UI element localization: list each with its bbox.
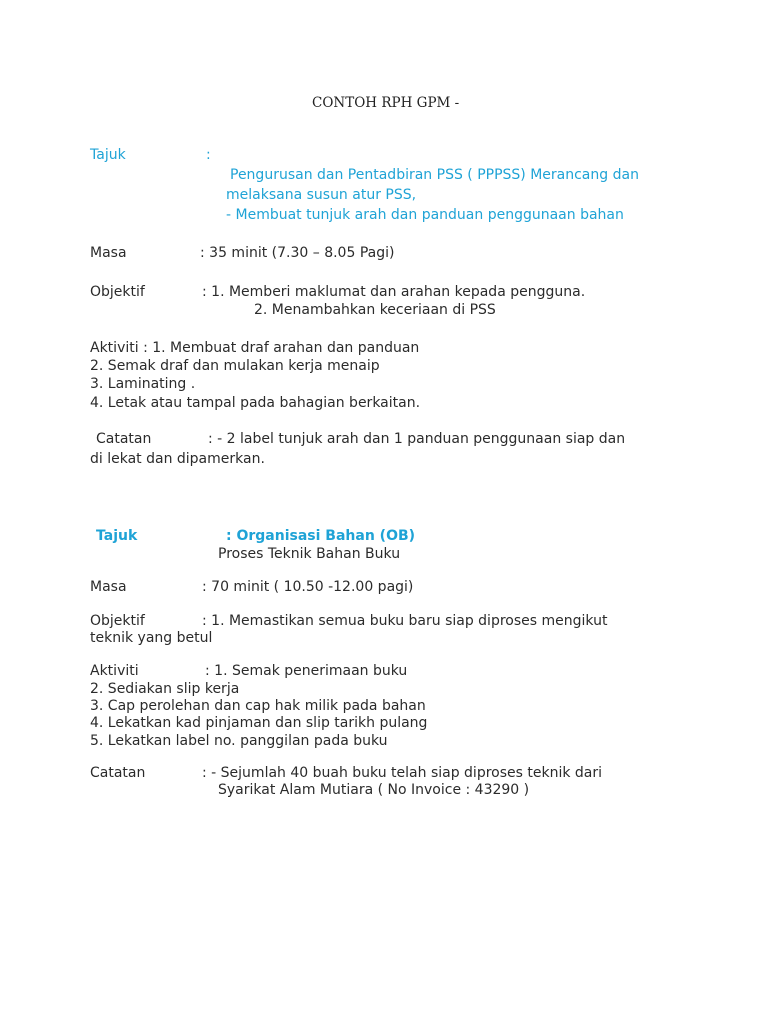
s1-objektif-line2: 2. Menambahkan keceriaan di PSS [254, 302, 496, 318]
s2-aktiviti-line5: 5. Lekatkan label no. panggilan pada buku [90, 733, 388, 749]
s1-tajuk-label: Tajuk [90, 147, 126, 163]
s1-objektif-label: Objektif [90, 284, 145, 300]
s2-aktiviti-line4: 4. Lekatkan kad pinjaman dan slip tarikh pulang [90, 715, 428, 731]
s2-catatan-label: Catatan [90, 765, 146, 781]
s2-masa-label: Masa [90, 579, 127, 595]
s2-aktiviti-line2: 2. Sediakan slip kerja [90, 681, 240, 697]
s1-catatan-label: Catatan [96, 431, 152, 447]
s1-tajuk-line3: - Membuat tunjuk arah dan panduan penggunaan bahan [226, 207, 624, 223]
s2-tajuk-value: : Organisasi Bahan (OB) [226, 528, 416, 544]
s2-aktiviti-line1: : 1. Semak penerimaan buku [205, 663, 408, 679]
s1-aktiviti-line4: 4. Letak atau tampal pada bahagian berkaitan. [90, 395, 421, 411]
s2-objektif-line1: : 1. Memastikan semua buku baru siap diproses mengikut [202, 613, 608, 629]
s1-aktiviti-line3: 3. Laminating . [90, 376, 196, 392]
s2-tajuk-label: Tajuk [96, 528, 138, 544]
s1-tajuk-line1: Pengurusan dan Pentadbiran PSS ( PPPSS) Merancang dan [230, 167, 639, 183]
page-title: CONTOH RPH GPM - [312, 95, 460, 111]
s2-masa-value: : 70 minit ( 10.50 -12.00 pagi) [202, 579, 414, 595]
s1-aktiviti-line2: 2. Semak draf dan mulakan kerja menaip [90, 358, 380, 374]
s1-objektif-line1: : 1. Memberi maklumat dan arahan kepada pengguna. [202, 284, 586, 300]
s2-catatan-line2: Syarikat Alam Mutiara ( No Invoice : 43290 ) [218, 782, 530, 798]
s1-catatan-line2: di lekat dan dipamerkan. [90, 451, 265, 467]
s2-objektif-label: Objektif [90, 613, 145, 629]
s1-masa-value: : 35 minit (7.30 – 8.05 Pagi) [200, 245, 395, 261]
s2-catatan-line1: : - Sejumlah 40 buah buku telah siap diproses teknik dari [202, 765, 603, 781]
s1-aktiviti-line1: Aktiviti : 1. Membuat draf arahan dan panduan [90, 340, 420, 356]
s2-tajuk-sub: Proses Teknik Bahan Buku [218, 546, 401, 562]
s2-aktiviti-line3: 3. Cap perolehan dan cap hak milik pada bahan [90, 698, 426, 714]
s1-masa-label: Masa [90, 245, 127, 261]
s1-catatan-line1: : - 2 label tunjuk arah dan 1 panduan penggunaan siap dan [208, 431, 626, 447]
s1-tajuk-line2: melaksana susun atur PSS, [226, 187, 417, 203]
s2-objektif-line2: teknik yang betul [90, 630, 213, 646]
s1-tajuk-colon: : [206, 147, 211, 163]
s2-aktiviti-label: Aktiviti [90, 663, 139, 679]
